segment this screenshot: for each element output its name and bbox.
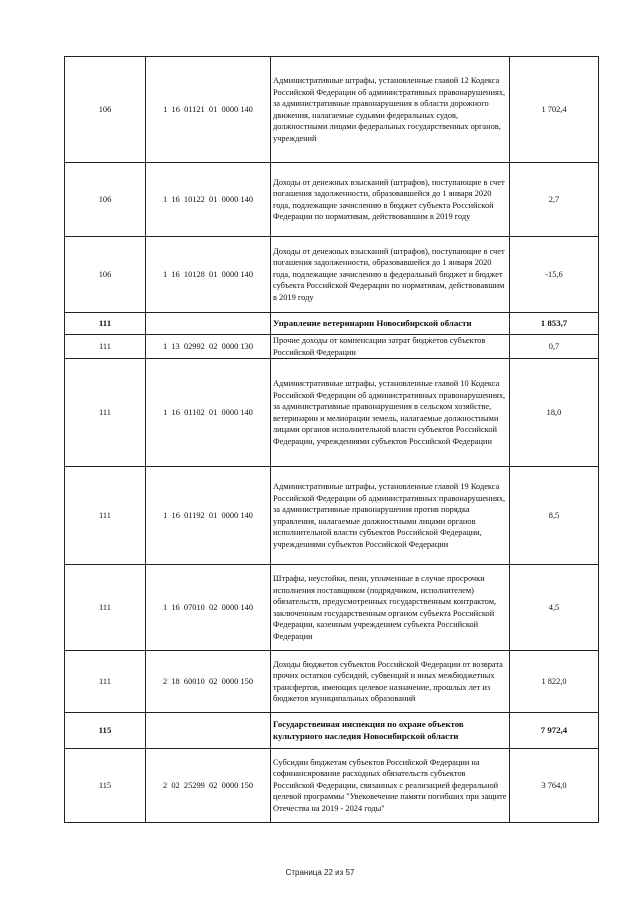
table-row — [65, 651, 599, 713]
admin-code-cell: 111 — [65, 467, 146, 565]
admin-code-cell: 111 — [65, 335, 146, 359]
kbk-code-cell: 1 16 01192 01 0000 140 — [146, 467, 271, 565]
admin-code-cell: 106 — [65, 57, 146, 163]
table-row — [65, 57, 599, 163]
amount-cell: 7 972,4 — [510, 713, 599, 749]
revenue-name-cell: Доходы от денежных взысканий (штрафов), поступающие в счет погашения задолженности, образовавшейся до 1 января 2020 года, подлежащие зачислению в федеральный бюджет и бюджет субъекта Российской Федерации по нормативам, действовавшим в 2019 году — [271, 237, 510, 313]
table-row-section-header — [65, 313, 599, 335]
amount-cell: 18,0 — [510, 359, 599, 467]
table-row — [65, 237, 599, 313]
administrator-name-cell: Управление ветеринарии Новосибирской области — [271, 313, 510, 335]
revenue-name-cell: Административные штрафы, установленные главой 10 Кодекса Российской Федерации об административных правонарушениях, за административные правонарушения в сельском хозяйстве, ветеринарии и мелиорации земель, налагаемые должностными лицами органов исполнительной власти субъектов Российской Федерации, учреждениями субъектов Российской Федерации — [271, 359, 510, 467]
kbk-code-cell: 2 02 25299 02 0000 150 — [146, 749, 271, 823]
amount-cell: -15,6 — [510, 237, 599, 313]
table-row — [65, 565, 599, 651]
table-row — [65, 359, 599, 467]
kbk-code-cell — [146, 713, 271, 749]
page-number-footer: Страница 22 из 57 — [285, 868, 355, 877]
revenue-name-cell: Доходы бюджетов субъектов Российской Федерации от возврата прочих остатков субсидий, субвенций и иных межбюджетных трансфертов, имеющих целевое назначение, прошлых лет из бюджетов муниципальных образований — [271, 651, 510, 713]
revenue-name-cell: Административные штрафы, установленные главой 12 Кодекса Российской Федерации об административных правонарушениях, за административные правонарушения в области дорожного движения, налагаемые судьями федеральных судов, должностными лицами федеральных государственных органов, учреждений — [271, 57, 510, 163]
table-row — [65, 335, 599, 359]
table-row — [65, 749, 599, 823]
admin-code-cell: 111 — [65, 359, 146, 467]
kbk-code-cell: 1 16 10122 01 0000 140 — [146, 163, 271, 237]
amount-cell: 1 853,7 — [510, 313, 599, 335]
kbk-code-cell: 1 16 01121 01 0000 140 — [146, 57, 271, 163]
amount-cell: 4,5 — [510, 565, 599, 651]
revenue-name-cell: Прочие доходы от компенсации затрат бюджетов субъектов Российской Федерации — [271, 335, 510, 359]
amount-cell: 1 822,0 — [510, 651, 599, 713]
amount-cell: 0,7 — [510, 335, 599, 359]
admin-code-cell: 111 — [65, 651, 146, 713]
admin-code-cell: 115 — [65, 713, 146, 749]
table-row-section-header — [65, 713, 599, 749]
amount-cell: 1 702,4 — [510, 57, 599, 163]
kbk-code-cell — [146, 313, 271, 335]
amount-cell: 8,5 — [510, 467, 599, 565]
kbk-code-cell: 2 18 60010 02 0000 150 — [146, 651, 271, 713]
amount-cell: 2,7 — [510, 163, 599, 237]
table-row — [65, 163, 599, 237]
amount-cell: 3 764,0 — [510, 749, 599, 823]
admin-code-cell: 115 — [65, 749, 146, 823]
revenue-name-cell: Административные штрафы, установленные главой 19 Кодекса Российской Федерации об административных правонарушениях, за административные правонарушения против порядка управления, налагаемые должностными лицами органов исполнительной власти субъектов Российской Федерации, учреждениями субъектов Российской Федерации — [271, 467, 510, 565]
kbk-code-cell: 1 16 10128 01 0000 140 — [146, 237, 271, 313]
kbk-code-cell: 1 16 07010 02 0000 140 — [146, 565, 271, 651]
admin-code-cell: 106 — [65, 163, 146, 237]
kbk-code-cell: 1 16 01102 01 0000 140 — [146, 359, 271, 467]
revenue-table — [64, 56, 599, 823]
revenue-name-cell: Доходы от денежных взысканий (штрафов), поступающие в счет погашения задолженности, образовавшейся до 1 января 2020 года, подлежащие зачислению в бюджет субъекта Российской Федерации по нормативам, действовавшим в 2019 году — [271, 163, 510, 237]
table-row — [65, 467, 599, 565]
revenue-name-cell: Штрафы, неустойки, пени, уплаченные в случае просрочки исполнения поставщиком (подрядчиком, исполнителем) обязательств, предусмотренных государственным контрактом, заключенным государственным органом субъекта Российской Федерации, казенным учреждением субъекта Российской Федерации — [271, 565, 510, 651]
administrator-name-cell: Государственная инспекция по охране объектов культурного наследия Новосибирской области — [271, 713, 510, 749]
admin-code-cell: 106 — [65, 237, 146, 313]
admin-code-cell: 111 — [65, 565, 146, 651]
admin-code-cell: 111 — [65, 313, 146, 335]
revenue-name-cell: Субсидии бюджетам субъектов Российской Федерации на софинансирование расходных обязательств субъектов Российской Федерации, связанных с реализацией федеральной целевой программы "Увековечение памяти погибших при защите Отечества на 2019 - 2024 годы" — [271, 749, 510, 823]
kbk-code-cell: 1 13 02992 02 0000 130 — [146, 335, 271, 359]
